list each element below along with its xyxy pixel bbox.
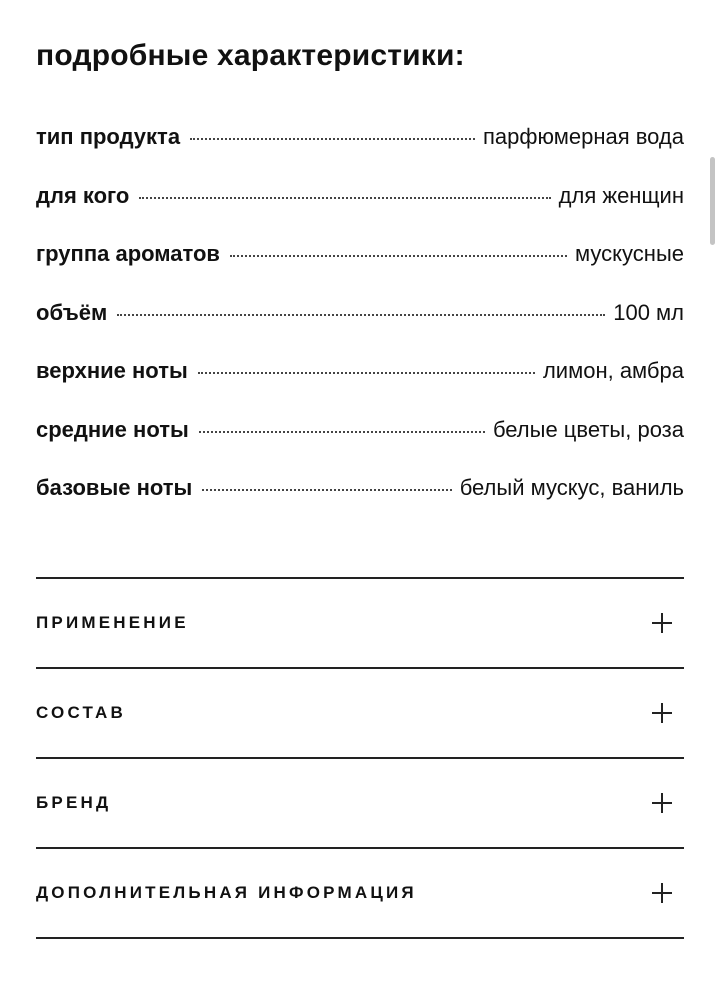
plus-icon[interactable] — [652, 883, 672, 903]
spec-row-base-notes — [36, 459, 684, 518]
dotted-leader — [230, 255, 567, 257]
accordion-item-brand[interactable] — [36, 759, 684, 849]
plus-icon[interactable] — [652, 793, 672, 813]
dotted-leader — [198, 372, 535, 374]
spec-label: базовые ноты — [36, 475, 193, 500]
spec-row-fragrance-group — [36, 225, 684, 284]
spec-value: 100 мл — [613, 299, 684, 325]
spec-label: группа ароматов — [36, 241, 220, 266]
spec-value: мускусные — [575, 241, 684, 266]
spec-label: средние ноты — [36, 416, 189, 442]
spec-row-for-whom — [36, 167, 684, 226]
spec-value: парфюмерная вода — [482, 124, 684, 149]
accordion-item-additional-info[interactable] — [36, 849, 684, 939]
specs-list — [36, 108, 684, 518]
spec-row-top-notes — [36, 342, 684, 401]
dotted-leader — [117, 314, 605, 316]
plus-icon[interactable] — [652, 703, 672, 723]
spec-value: лимон, амбра — [542, 358, 684, 383]
dotted-leader — [190, 138, 475, 140]
dotted-leader — [199, 431, 485, 433]
accordion-label: ПРИМЕНЕНИЕ — [36, 613, 189, 632]
accordion-item-composition[interactable] — [36, 669, 684, 759]
spec-value: белый мускус, ваниль — [459, 475, 684, 500]
accordion-label: ДОПОЛНИТЕЛЬНАЯ ИНФОРМАЦИЯ — [36, 883, 417, 902]
scrollbar-thumb[interactable] — [710, 157, 715, 245]
section-title: подробные характеристики: — [36, 39, 465, 72]
spec-row-middle-notes — [36, 401, 684, 460]
dotted-leader — [139, 197, 550, 199]
dotted-leader — [202, 489, 451, 491]
spec-label: для кого — [36, 182, 130, 208]
plus-icon[interactable] — [652, 613, 672, 633]
spec-row-product-type — [36, 108, 684, 167]
spec-value: белые цветы, роза — [492, 416, 684, 442]
spec-value: для женщин — [558, 182, 684, 208]
spec-label: тип продукта — [36, 124, 181, 149]
accordion-item-usage[interactable] — [36, 579, 684, 669]
accordion-label: СОСТАВ — [36, 703, 126, 722]
spec-label: объём — [36, 299, 108, 325]
accordion — [36, 577, 684, 939]
spec-row-volume — [36, 284, 684, 343]
accordion-label: БРЕНД — [36, 793, 112, 812]
spec-label: верхние ноты — [36, 358, 188, 383]
